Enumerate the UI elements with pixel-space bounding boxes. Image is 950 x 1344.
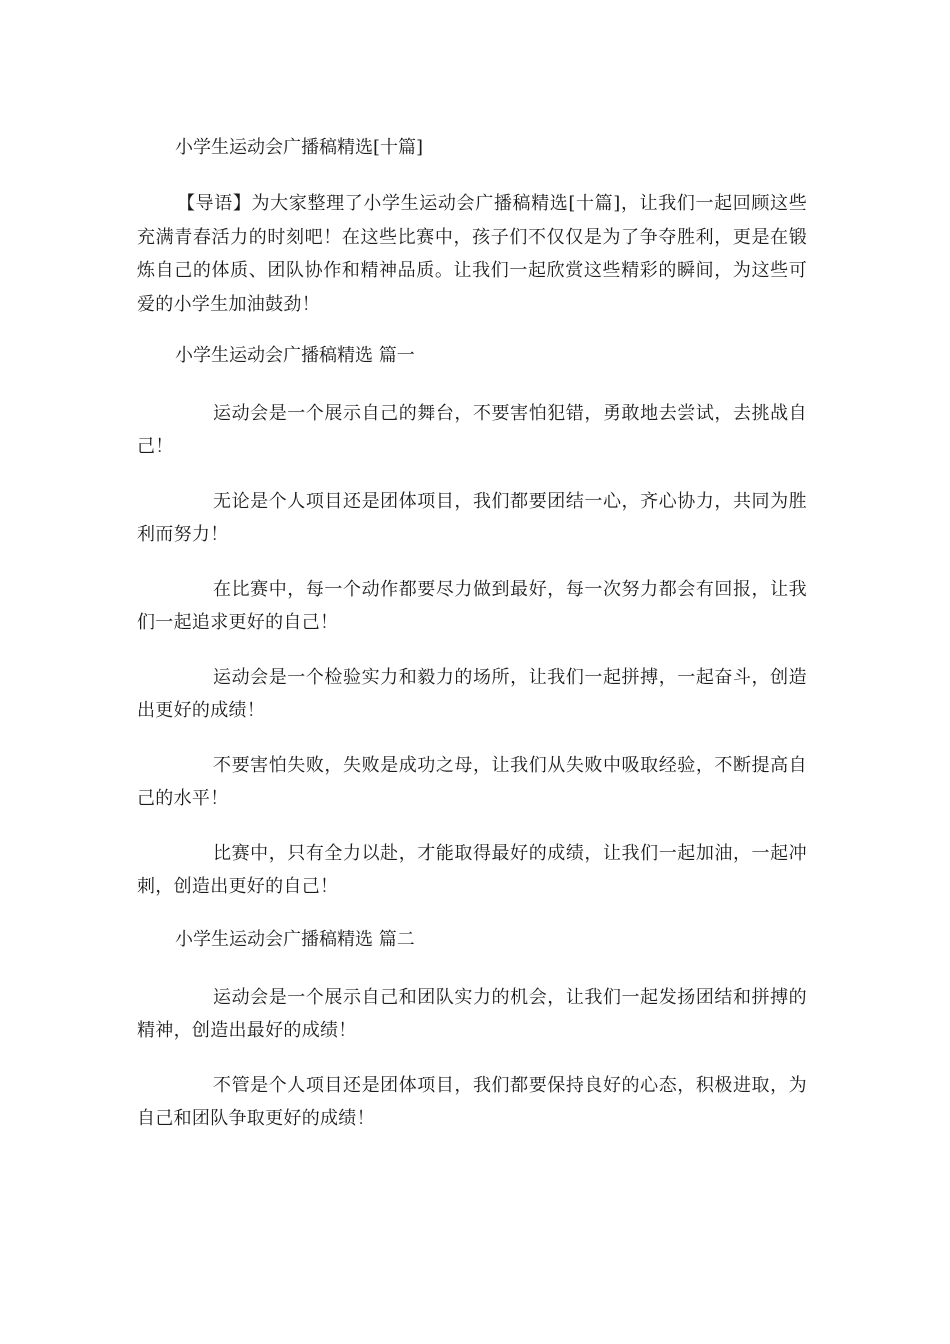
section-heading-2: 小学生运动会广播稿精选 篇二 — [175, 929, 415, 950]
paragraph: 运动会是一个展示自己的舞台，不要害怕犯错，勇敢地去尝试，去挑战自己！ — [137, 403, 807, 457]
document-title: 小学生运动会广播稿精选[十篇] — [175, 137, 424, 158]
paragraph: 在比赛中，每一个动作都要尽力做到最好，每一次努力都会有回报，让我们一起追求更好的自己！ — [137, 579, 807, 633]
section-heading-1: 小学生运动会广播稿精选 篇一 — [175, 345, 415, 366]
paragraph: 比赛中，只有全力以赴，才能取得最好的成绩，让我们一起加油，一起冲刺，创造出更好的自己！ — [137, 843, 807, 897]
paragraph: 无论是个人项目还是团体项目，我们都要团结一心，齐心协力，共同为胜利而努力！ — [137, 491, 807, 545]
intro-paragraph: 【导语】为大家整理了小学生运动会广播稿精选[十篇]，让我们一起回顾这些充满青春活力的时刻吧！在这些比赛中，孩子们不仅仅是为了争夺胜利，更是在锻炼自己的体质、团队协作和精神品质。让我们一起欣赏这些精彩的瞬间，为这些可爱的小学生加油鼓劲！ — [137, 193, 807, 315]
paragraph: 运动会是一个展示自己和团队实力的机会，让我们一起发扬团结和拼搏的精神，创造出最好的成绩！ — [137, 987, 807, 1041]
paragraph: 不要害怕失败，失败是成功之母，让我们从失败中吸取经验，不断提高自己的水平！ — [137, 755, 807, 809]
paragraph: 运动会是一个检验实力和毅力的场所，让我们一起拼搏，一起奋斗，创造出更好的成绩！ — [137, 667, 807, 721]
paragraph: 不管是个人项目还是团体项目，我们都要保持良好的心态，积极进取，为自己和团队争取更好的成绩！ — [137, 1075, 807, 1129]
